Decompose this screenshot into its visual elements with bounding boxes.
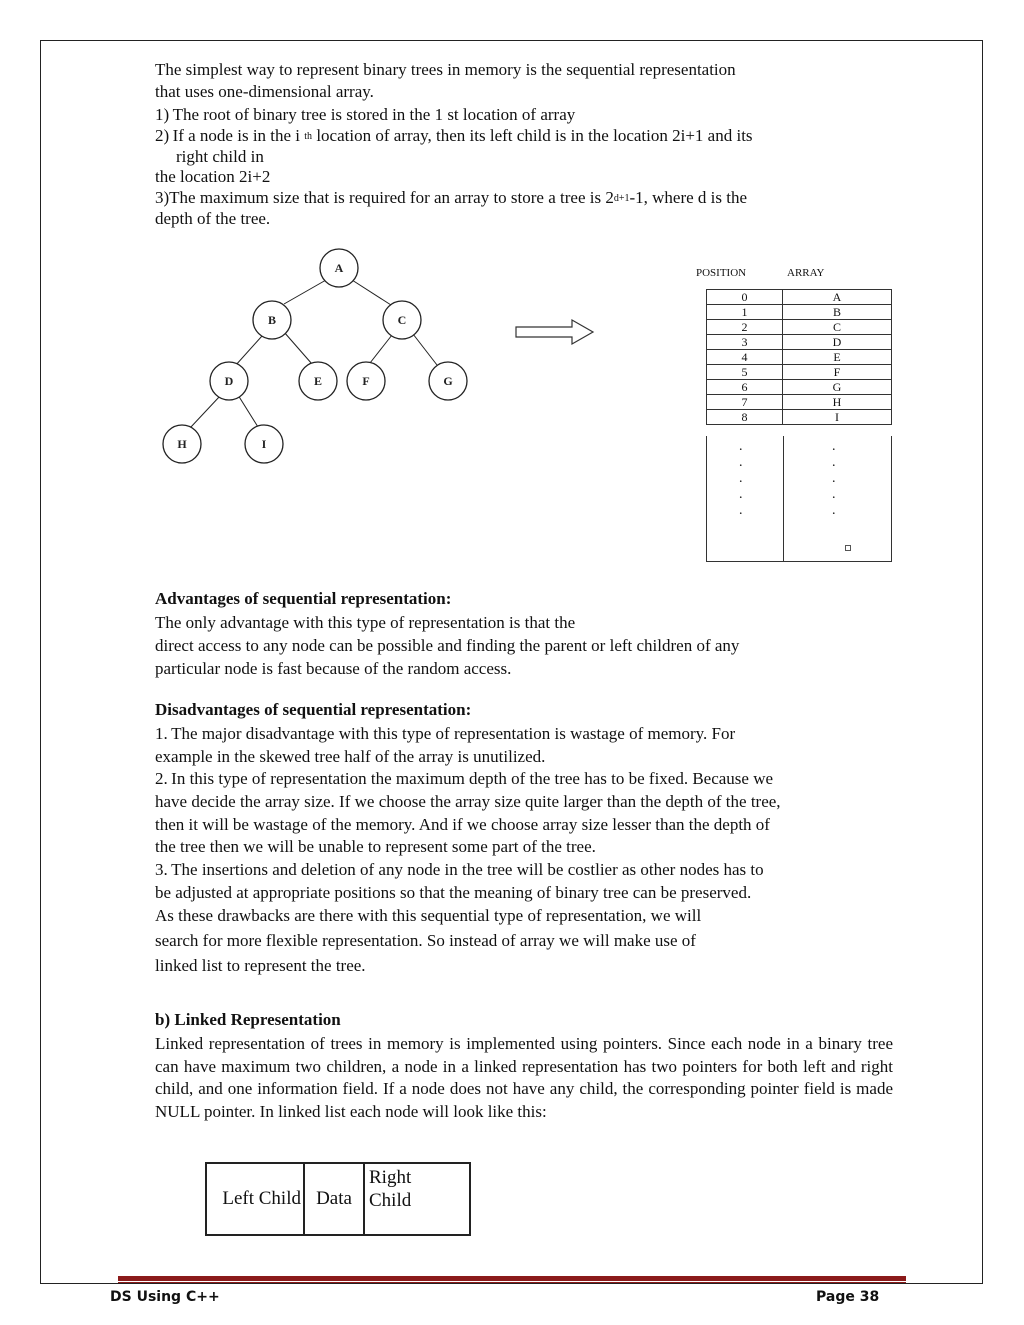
edge-a-c	[352, 280, 391, 305]
advantages-line-3: particular node is fast because of the random access.	[155, 659, 512, 678]
node-d-label: D	[224, 374, 234, 388]
dot-right-5: .	[832, 503, 836, 518]
position-array-table	[706, 289, 892, 425]
table-divider	[783, 436, 784, 561]
disadvantages-line: As these drawbacks are there with this sequential type of representation, we will	[155, 906, 702, 925]
intro-item-2-pre: 2) If a node is in the i	[155, 126, 305, 145]
intro-item-3-pre: 3)The maximum size that is required for an array to store a tree is 2	[155, 188, 614, 207]
dot-right-3: .	[832, 471, 836, 486]
intro-item-3-post: -1, where d is the	[629, 188, 748, 207]
array-cell: I	[783, 410, 892, 425]
dot-left-2: .	[739, 455, 743, 470]
right-child-line-2: Child	[369, 1190, 412, 1211]
position-cell: 7	[707, 395, 783, 410]
node-c-label: C	[397, 313, 407, 327]
disadvantages-line: search for more flexible representation. So instead of array we will make use of	[155, 931, 696, 950]
disadvantages-heading: Disadvantages of sequential representation:	[155, 700, 472, 719]
node-i-label: I	[261, 437, 267, 451]
node-h-label: H	[177, 437, 187, 451]
array-header: ARRAY	[787, 267, 825, 279]
right-child-line-1: Right	[369, 1167, 412, 1188]
advantages-line-2: direct access to any node can be possible and finding the parent or left children of any	[155, 636, 740, 655]
position-cell: 0	[707, 290, 783, 305]
node-e-label: E	[313, 374, 323, 388]
dot-right-1: .	[832, 439, 836, 454]
intro-item-2-sup: th	[304, 131, 313, 142]
advantages-line-1: The only advantage with this type of representation is that the	[155, 613, 576, 632]
position-cell: 6	[707, 380, 783, 395]
intro-line-2: that uses one-dimensional array.	[155, 82, 374, 101]
edge-b-d	[235, 336, 262, 366]
node-g-label: G	[443, 374, 453, 388]
intro-item-1: 1) The root of binary tree is stored in the 1 st location of array	[155, 105, 576, 124]
intro-item-2-post: location of array, then its left child is in the location 2i+1 and its	[312, 126, 753, 145]
intro-line-1: The simplest way to represent binary trees in memory is the sequential representation	[155, 60, 736, 79]
footer-rule	[118, 1276, 906, 1281]
position-header: POSITION	[696, 267, 747, 279]
array-cell: H	[783, 395, 892, 410]
table-row	[707, 290, 892, 305]
disadvantages-line: 2. In this type of representation the maximum depth of the tree has to be fixed. Because we	[155, 769, 774, 788]
disadvantages-line: be adjusted at appropriate positions so that the meaning of binary tree can be preserved.	[155, 883, 752, 902]
table-row	[707, 305, 892, 320]
table-row	[707, 335, 892, 350]
intro-item-3-sup: d+1	[613, 193, 630, 204]
disadvantages-line: 1. The major disadvantage with this type of representation is wastage of memory. For	[155, 724, 736, 743]
position-cell: 8	[707, 410, 783, 425]
edge-a-b	[284, 280, 326, 304]
disadvantages-line: have decide the array size. If we choose the array size quite larger than the depth of the tree,	[155, 792, 781, 811]
position-cell: 1	[707, 305, 783, 320]
disadvantages-line: linked list to represent the tree.	[155, 956, 366, 975]
advantages-heading: Advantages of sequential representation:	[155, 589, 452, 608]
node-f-label: F	[362, 374, 370, 388]
array-cell: F	[783, 365, 892, 380]
edge-d-h	[190, 396, 220, 428]
node-a-label: A	[334, 261, 344, 275]
footer-page-number: Page 38	[816, 1289, 880, 1305]
footer-course: DS Using C++	[110, 1289, 220, 1305]
dot-left-3: .	[739, 471, 743, 486]
array-cell: E	[783, 350, 892, 365]
tree-nodes	[163, 249, 467, 463]
right-child-cell	[364, 1163, 470, 1235]
tree-labels	[177, 261, 452, 451]
edge-c-g	[413, 334, 437, 365]
footer-rule-thin	[118, 1282, 906, 1283]
small-square-icon	[845, 545, 851, 551]
intro-item-2-end: the location 2i+2	[155, 167, 271, 186]
table-row	[707, 395, 892, 410]
left-child-cell: Left Child	[206, 1163, 304, 1235]
array-cell: C	[783, 320, 892, 335]
table-row	[707, 350, 892, 365]
position-cell: 3	[707, 335, 783, 350]
dot-left-5: .	[739, 503, 743, 518]
position-cell: 4	[707, 350, 783, 365]
edge-c-f	[370, 335, 392, 363]
intro-item-3-cont: depth of the tree.	[155, 209, 271, 228]
edge-d-i	[238, 395, 258, 427]
right-arrow-icon	[516, 320, 593, 344]
edge-b-e	[284, 332, 312, 364]
position-array-body	[707, 290, 892, 425]
linked-node-diagram	[205, 1162, 471, 1236]
table-row	[707, 320, 892, 335]
disadvantages-line: then it will be wastage of the memory. And if we choose array size lesser than the depth of	[155, 815, 770, 834]
linked-heading: b) Linked Representation	[155, 1010, 341, 1029]
table-row	[707, 410, 892, 425]
position-cell: 5	[707, 365, 783, 380]
array-cell: B	[783, 305, 892, 320]
table-row	[707, 365, 892, 380]
dot-left-1: .	[739, 439, 743, 454]
dot-right-4: .	[832, 487, 836, 502]
data-cell: Data	[304, 1163, 364, 1235]
table-dots-area	[706, 436, 892, 562]
binary-tree-svg	[0, 0, 620, 480]
node-b-label: B	[267, 313, 277, 327]
position-cell: 2	[707, 320, 783, 335]
array-cell: A	[783, 290, 892, 305]
disadvantages-line: the tree then we will be unable to represent some part of the tree.	[155, 837, 596, 856]
disadvantages-line: 3. The insertions and deletion of any node in the tree will be costlier as other nodes has to	[155, 860, 764, 879]
dot-right-2: .	[832, 455, 836, 470]
linked-node-row	[206, 1163, 470, 1235]
array-cell: G	[783, 380, 892, 395]
linked-paragraph: Linked representation of trees in memory is implemented using pointers. Since each node in a binary tree can have maximum two children, a node in a linked representation has two pointers for both left and right child, and one information field. If a node does not have any child, the corresponding pointer field is made NULL pointer. In linked list each node will look like this:	[155, 1034, 893, 1121]
intro-item-2-cont: right child in	[176, 147, 264, 166]
table-row	[707, 380, 892, 395]
array-cell: D	[783, 335, 892, 350]
dot-left-4: .	[739, 487, 743, 502]
disadvantages-line: example in the skewed tree half of the array is unutilized.	[155, 747, 546, 766]
